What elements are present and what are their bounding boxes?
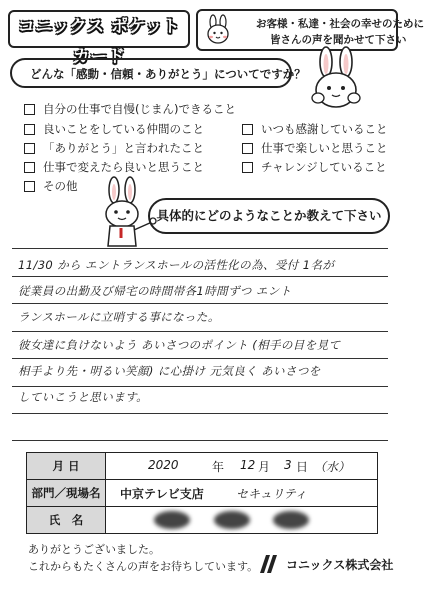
company-name: コニックス株式会社	[286, 557, 394, 572]
checkbox[interactable]	[242, 124, 253, 135]
bunny-pointing-icon	[92, 176, 156, 250]
header-banner	[196, 9, 424, 51]
handwritten-line: 彼女達に負けないよう あいさつのポイント (相手の目を見て	[18, 338, 341, 352]
handwritten-line: 相手より先・明るい笑顔) に心掛け 元気良く あいさつを	[18, 364, 321, 378]
option-enjoy[interactable]	[242, 140, 388, 156]
handwritten-line: していこうと思います。	[18, 390, 148, 404]
banner-line-2: 皆さんの声を聞かせて下さい	[270, 34, 407, 46]
checkbox[interactable]	[242, 162, 253, 173]
date-cell[interactable]	[106, 453, 378, 480]
checkbox[interactable]	[24, 104, 35, 115]
bunny-icon	[202, 14, 234, 46]
ruled-line	[12, 303, 388, 304]
ruled-line	[12, 276, 388, 277]
date-year: 2020	[148, 458, 179, 472]
checkbox[interactable]	[24, 181, 35, 192]
option-pride[interactable]	[24, 101, 236, 117]
footer-thanks	[28, 541, 258, 575]
redacted-name	[154, 511, 309, 529]
ruled-line	[12, 331, 388, 332]
info-table	[26, 452, 378, 534]
checkbox[interactable]	[24, 162, 35, 173]
option-thanked[interactable]	[24, 140, 204, 156]
option-label: 仕事で変えたら良いと思うこと	[43, 160, 204, 174]
thanks-line-1: ありがとうございました。	[28, 543, 160, 556]
name-label: 氏 名	[27, 507, 106, 534]
option-challenge[interactable]	[242, 159, 387, 175]
conix-logo-icon	[258, 553, 282, 575]
day-unit: 日	[296, 460, 309, 474]
handwritten-line: 従業員の出勤及び帰宅の時間帯各1時間ずつ エント	[18, 284, 292, 298]
option-label: 「ありがとう」と言われたこと	[43, 141, 204, 155]
brand-title: コニックス ポケットカード	[8, 10, 190, 48]
banner-line-1: お客様・私達・社会の幸せのために	[256, 18, 424, 30]
option-other[interactable]	[24, 178, 78, 194]
date-weekday: （水）	[314, 460, 351, 474]
option-label: その他	[43, 179, 78, 193]
ruled-line	[12, 358, 388, 359]
company-logo	[258, 553, 393, 575]
option-good-colleague[interactable]	[24, 121, 204, 137]
option-label: 良いことをしている仲間のこと	[43, 122, 204, 136]
date-month: 12	[240, 458, 256, 472]
date-day: 3	[284, 458, 292, 472]
date-label: 月 日	[27, 453, 106, 480]
handwritten-line: ランスホールに立哨する事になった。	[18, 310, 220, 324]
detail-prompt-bubble: 具体的にどのようなことか教えて下さい	[148, 198, 390, 234]
ruled-line	[12, 440, 388, 441]
site-value: セキュリティ	[236, 487, 307, 501]
option-label: いつも感謝していること	[261, 122, 388, 136]
dept-cell[interactable]	[106, 480, 378, 507]
dept-value: 中京テレビ支店	[120, 487, 204, 501]
option-label: 仕事で楽しいと思うこと	[261, 141, 388, 155]
bunny-mascot-icon	[296, 46, 376, 112]
option-label: チャレンジしていること	[261, 160, 387, 174]
checkbox[interactable]	[242, 143, 253, 154]
ruled-line	[12, 248, 388, 249]
option-improvement[interactable]	[24, 159, 204, 175]
option-label: 自分の仕事で自慢(じまん)できること	[43, 102, 236, 116]
year-unit: 年	[212, 460, 225, 474]
month-unit: 月	[258, 460, 271, 474]
checkbox[interactable]	[24, 124, 35, 135]
option-grateful[interactable]	[242, 121, 388, 137]
dept-label: 部門／現場名	[27, 480, 106, 507]
question-bubble: どんな「感動・信頼・ありがとう」についてですか？	[10, 58, 292, 88]
ruled-line	[12, 386, 388, 387]
name-cell[interactable]	[106, 507, 378, 534]
thanks-line-2: これからもたくさんの声をお待ちしています。	[28, 560, 259, 573]
handwritten-line: 11/30 から エントランスホールの活性化の為、受付 1名が	[18, 258, 335, 272]
checkbox[interactable]	[24, 143, 35, 154]
ruled-line	[12, 413, 388, 414]
